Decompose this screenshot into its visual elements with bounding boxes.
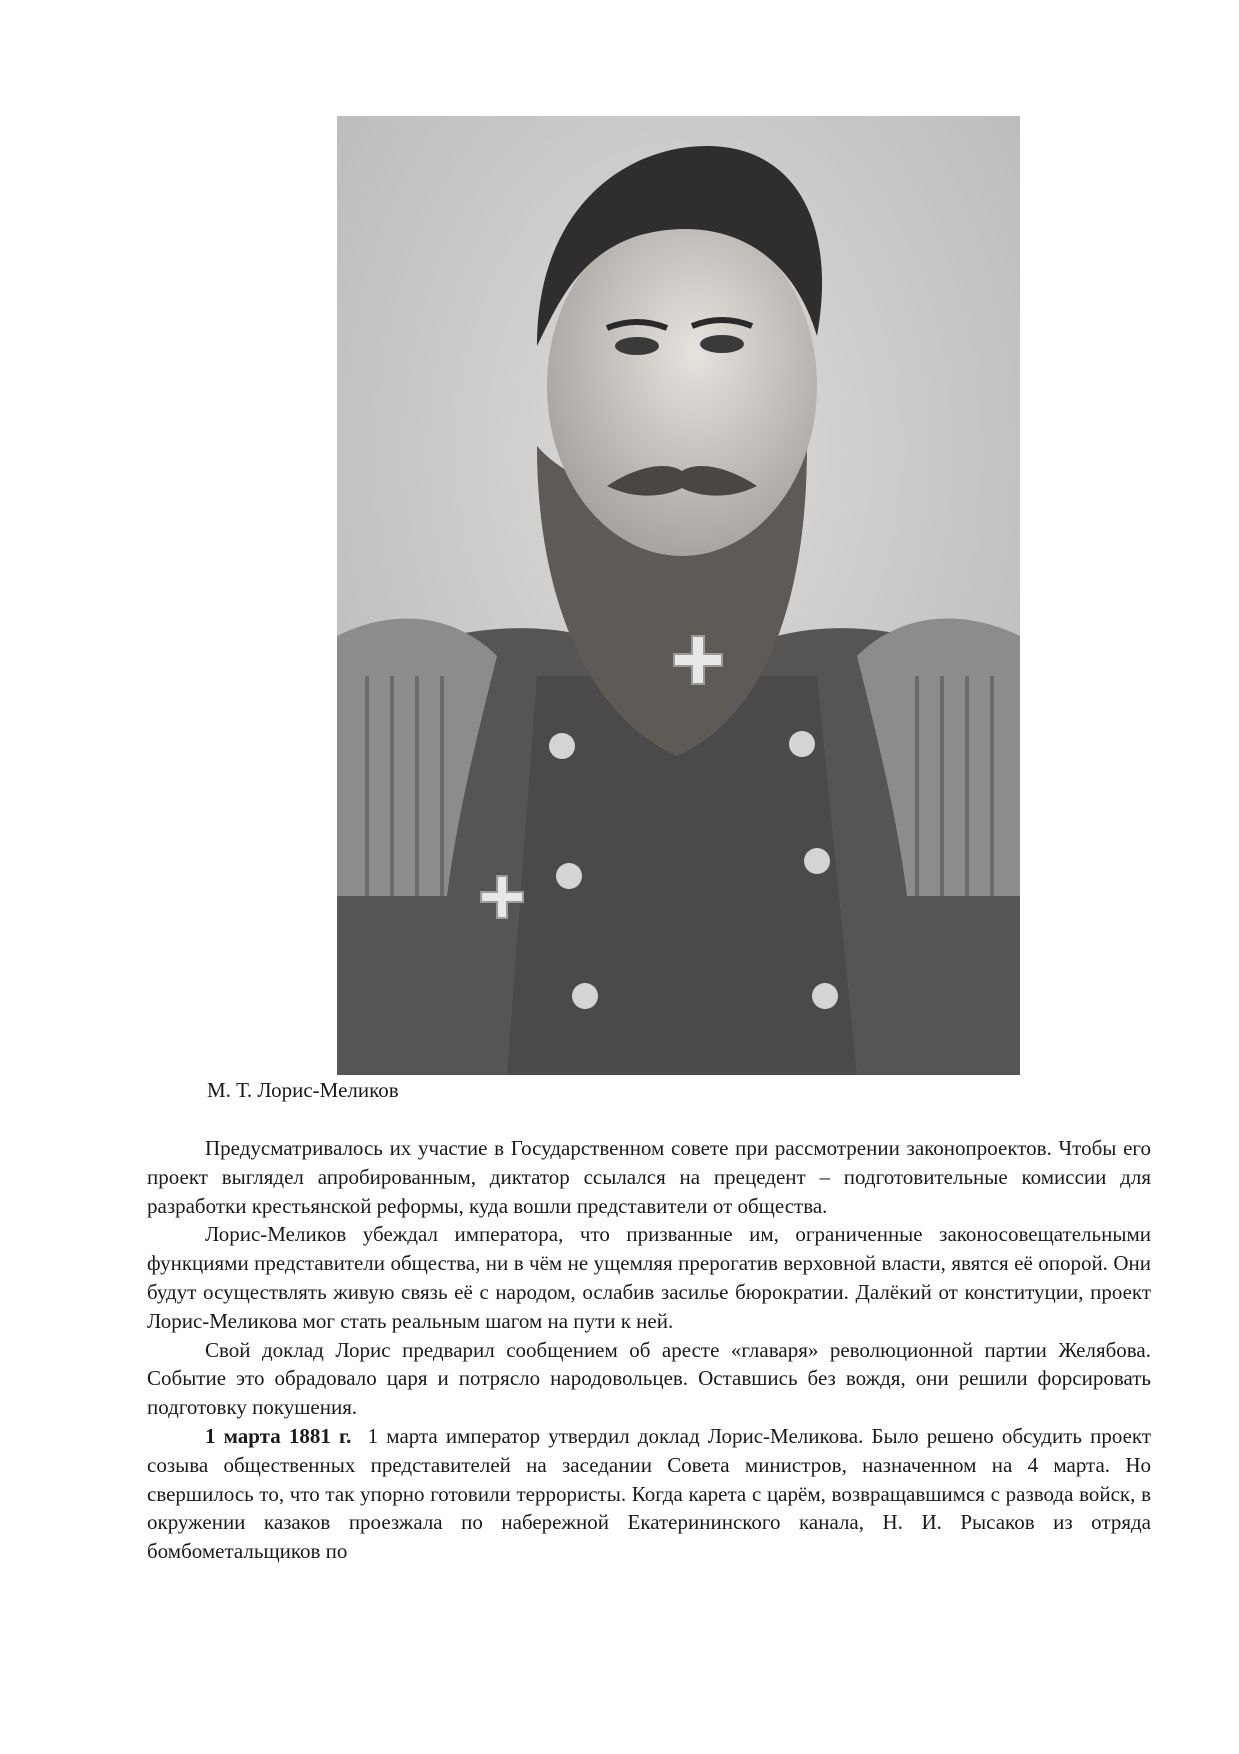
paragraph-2 [147,1220,1151,1335]
portrait-photo [337,116,1020,1075]
figure-caption: М. Т. Лорис-Меликов [207,1078,399,1102]
paragraph-text: 1 марта император утвердил доклад Лорис-Меликова. Было решено обсудить проект созыва общественных представителей на заседании Совета министров, назначенном на 4 марта. Но свершилось то, что так упорно готовили террористы. Когда карета с царём, возвращавшимся с развода войск, в окружении казаков проезжала по набережной Екатерининского канала, Н. И. Рысаков из отряда бомбометальщиков по [147,1423,1152,1564]
body-text [147,1134,1151,1566]
paragraph-text: Лорис-Меликов убеждал императора, что призванные им, ограниченные законосовещательными функциями представители общества, ни в чём не ущемляя прерогатив верховной власти, явятся её опорой. Они будут осуществлять живую связь её с народом, ослабив засилье бюрократии. Далёкий от конституции, проект Лорис-Меликова мог стать реальным шагом на пути к ней. [147,1222,1151,1333]
paragraph-4 [147,1422,1151,1566]
paragraph-3 [147,1336,1151,1422]
paragraph-text: Предусматривалось их участие в Государственном совете при рассмотрении законопроектов. Чтобы его проект выглядел апробированным, диктатор ссылался на прецедент – подготовительные комиссии для разработки крестьянской реформы, куда вошли представители от общества. [147,1136,1151,1218]
paragraph-text: Свой доклад Лорис предварил сообщением об аресте «главаря» революционной партии Желябова. Событие это обрадовало царя и потрясло народовольцев. Оставшись без вождя, они решили форсировать подготовку покушения. [147,1337,1151,1420]
date-heading: 1 марта 1881 г. [205,1423,352,1448]
portrait-illustration [337,116,1020,1075]
paragraph-1 [147,1134,1151,1220]
